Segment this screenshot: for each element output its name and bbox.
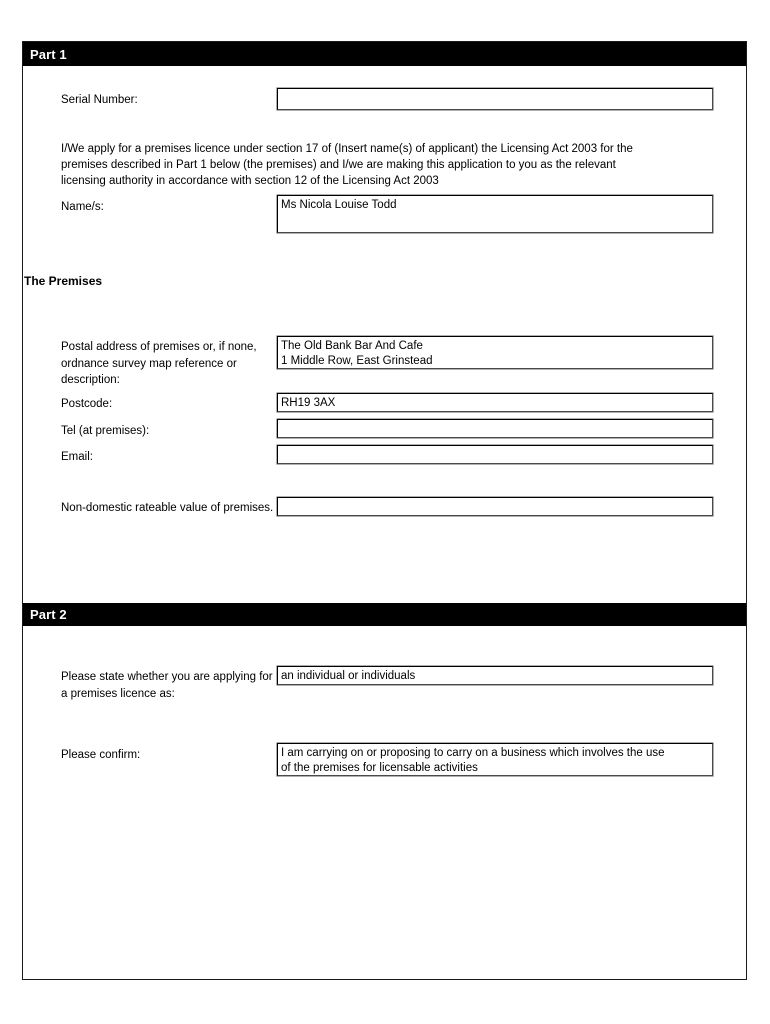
telephone-input[interactable] <box>277 419 713 438</box>
postal-address-label <box>61 339 276 389</box>
rateable-value-input[interactable] <box>277 497 713 516</box>
applying-as-label-line-3: as: <box>159 687 175 700</box>
part-1-header-label: Part 1 <box>30 46 67 62</box>
applying-as-input[interactable]: an individual or individuals <box>277 666 713 685</box>
postal-address-label-line-1: Postal address of premises or, <box>61 341 216 353</box>
please-confirm-input[interactable] <box>277 743 713 776</box>
premises-section-heading: The Premises <box>24 274 103 288</box>
part-1-header-bar <box>23 42 746 66</box>
names-label: Name/s: <box>61 201 104 213</box>
serial-number-input[interactable] <box>277 88 713 110</box>
email-input[interactable] <box>277 445 713 464</box>
please-confirm-value-line-1: I am carrying on or proposing to carry on a business which involves the use <box>281 747 665 759</box>
intro-line-2: premises described in Part 1 below (the premises) and I/we are making this application to you as the relevant <box>61 159 616 171</box>
names-input[interactable] <box>277 195 713 233</box>
names-value: Ms Nicola Louise Todd <box>281 199 397 211</box>
postcode-input[interactable]: RH19 3AX <box>277 393 713 412</box>
postcode-label: Postcode: <box>61 398 113 410</box>
part-2-header-bar <box>23 602 746 626</box>
postal-address-value-line-2: 1 Middle Row, East Grinstead <box>281 355 433 367</box>
email-label: Email: <box>61 451 93 463</box>
application-intro-paragraph <box>61 141 717 189</box>
telephone-label: Tel (at premises): <box>61 425 150 437</box>
serial-number-label: Serial Number: <box>61 94 138 106</box>
postal-address-label-line-2: if none, ordnance survey map <box>61 341 257 370</box>
applying-as-label-line-1: Please state whether you are <box>61 671 210 683</box>
intro-line-3: licensing authority in accordance with section 12 of the Licensing Act 2003 <box>61 175 439 187</box>
postal-address-value-line-1: The Old Bank Bar And Cafe <box>281 340 423 352</box>
form-page <box>22 41 747 980</box>
applying-as-label <box>61 669 276 702</box>
rateable-value-label-line-2: of premises. <box>210 502 274 514</box>
postal-address-input[interactable] <box>277 336 713 369</box>
postal-address-label-line-3: reference or description: <box>61 357 237 386</box>
part-2-header-label: Part 2 <box>30 607 67 622</box>
applying-as-label-line-2: applying for a premises licence <box>61 671 273 700</box>
rateable-value-label <box>61 500 276 517</box>
please-confirm-value-line-2: of the premises for licensable activities <box>281 762 478 774</box>
intro-line-1: I/We apply for a premises licence under section 17 of (Insert name(s) of applicant) the Licensing Act 2003 for the <box>61 143 633 155</box>
rateable-value-label-line-1: Non-domestic rateable value <box>61 502 208 514</box>
please-confirm-label: Please confirm: <box>61 749 141 761</box>
